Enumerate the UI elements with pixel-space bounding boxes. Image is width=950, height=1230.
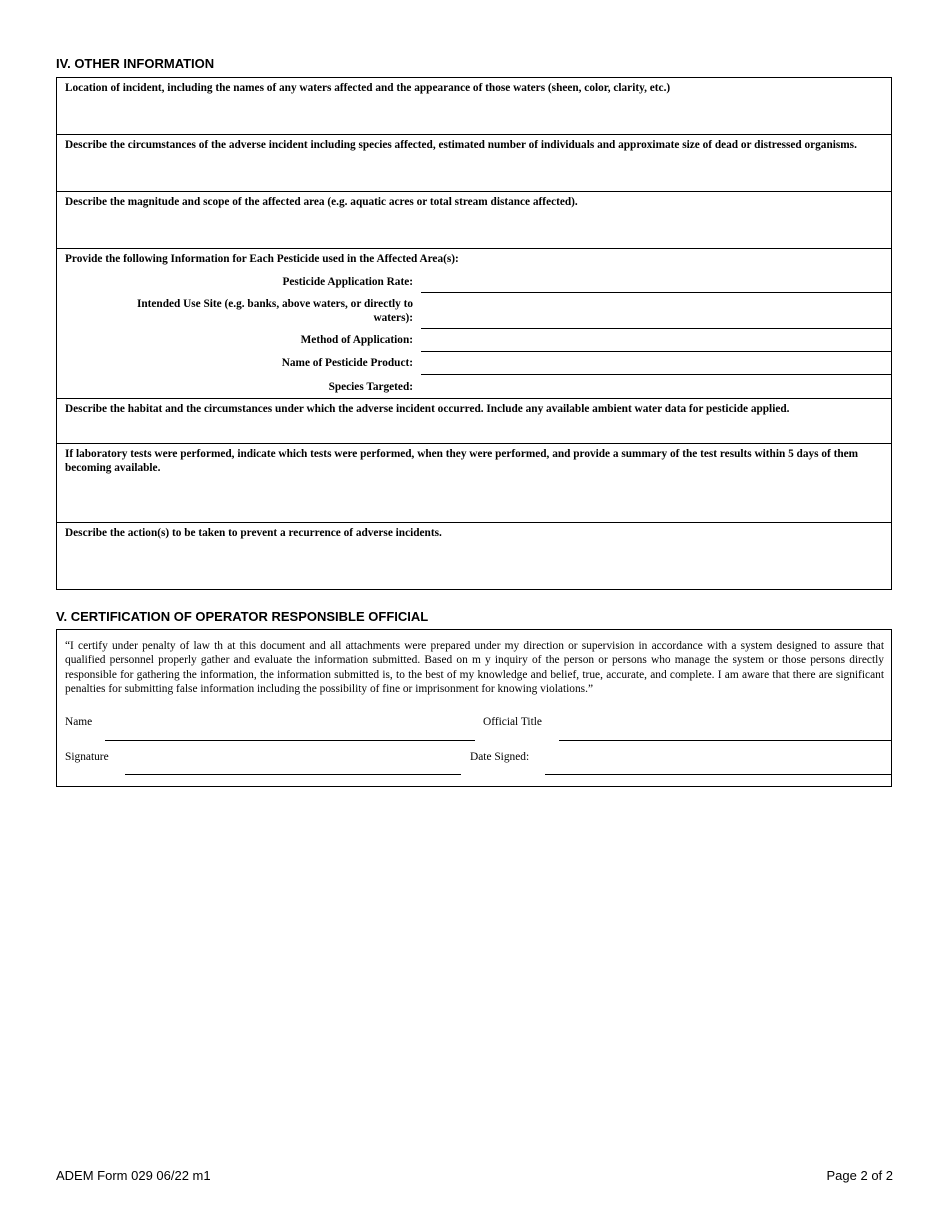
- actions-field[interactable]: [57, 523, 891, 589]
- species-label: Species Targeted:: [328, 381, 413, 393]
- circumstances-prompt: Describe the circumstances of the adverse incident including species affected, estimated number of individuals and approximate size of dead or distressed organisms.: [65, 139, 857, 151]
- certification-box: [56, 629, 892, 787]
- official-title-field[interactable]: [559, 740, 891, 741]
- date-signed-label: Date Signed:: [470, 751, 530, 763]
- lab-tests-prompt: If laboratory tests were performed, indicate which tests were performed, when they were performed, and provide a summary of the test results within 5 days of them becoming available.: [65, 448, 859, 475]
- form-id: ADEM Form 029 06/22 m1: [56, 1168, 211, 1183]
- date-signed-field[interactable]: [545, 774, 891, 775]
- use-site-label: Intended Use Site (e.g. banks, above waters, or directly to waters):: [136, 298, 413, 325]
- use-site-field[interactable]: [421, 328, 891, 329]
- circumstances-field[interactable]: [57, 135, 891, 192]
- name-field[interactable]: [105, 740, 475, 741]
- application-rate-label: Pesticide Application Rate:: [282, 276, 413, 288]
- habitat-prompt: Describe the habitat and the circumstances under which the adverse incident occurred. Include any available ambient water data for pesticide applied.: [65, 403, 790, 415]
- lab-tests-field[interactable]: [57, 444, 891, 523]
- location-field[interactable]: [57, 78, 891, 135]
- product-name-field[interactable]: [421, 374, 891, 375]
- pesticide-intro: Provide the following Information for Each Pesticide used in the Affected Area(s):: [65, 253, 459, 265]
- section-iv-heading: IV. OTHER INFORMATION: [56, 56, 215, 71]
- signature-label: Signature: [65, 751, 109, 763]
- magnitude-field[interactable]: [57, 192, 891, 249]
- actions-prompt: Describe the action(s) to be taken to prevent a recurrence of adverse incidents.: [65, 527, 442, 539]
- method-field[interactable]: [421, 351, 891, 352]
- magnitude-prompt: Describe the magnitude and scope of the affected area (e.g. aquatic acres or total stream distance affected).: [65, 196, 578, 208]
- location-prompt: Location of incident, including the names of any waters affected and the appearance of those waters (sheen, color, clarity, etc.): [65, 82, 671, 94]
- page-number: Page 2 of 2: [826, 1168, 893, 1183]
- method-label: Method of Application:: [300, 334, 413, 346]
- name-label: Name: [65, 716, 93, 728]
- application-rate-field[interactable]: [421, 292, 891, 293]
- pesticide-info-block: [57, 249, 891, 399]
- other-information-table: [56, 77, 892, 590]
- section-v-heading: V. CERTIFICATION OF OPERATOR RESPONSIBLE OFFICIAL: [56, 609, 429, 624]
- product-name-label: Name of Pesticide Product:: [281, 357, 413, 369]
- certification-statement: “I certify under penalty of law th at this document and all attachments were prepared under my direction or supervision in accordance with a system designed to assure that qualified personnel properly gather and evaluate the information submitted. Based on m y inquiry of the person or persons who manage the system or those persons directly responsible for gathering the information, the information submitted is, to the best of my knowledge and belief, true, accurate, and complete. I am aware that there are significant penalties for submitting false information including the possibility of fine or imprisonment for knowing violations.”: [65, 640, 884, 695]
- habitat-field[interactable]: [57, 399, 891, 444]
- signature-field[interactable]: [125, 774, 461, 775]
- official-title-label: Official Title: [483, 716, 542, 728]
